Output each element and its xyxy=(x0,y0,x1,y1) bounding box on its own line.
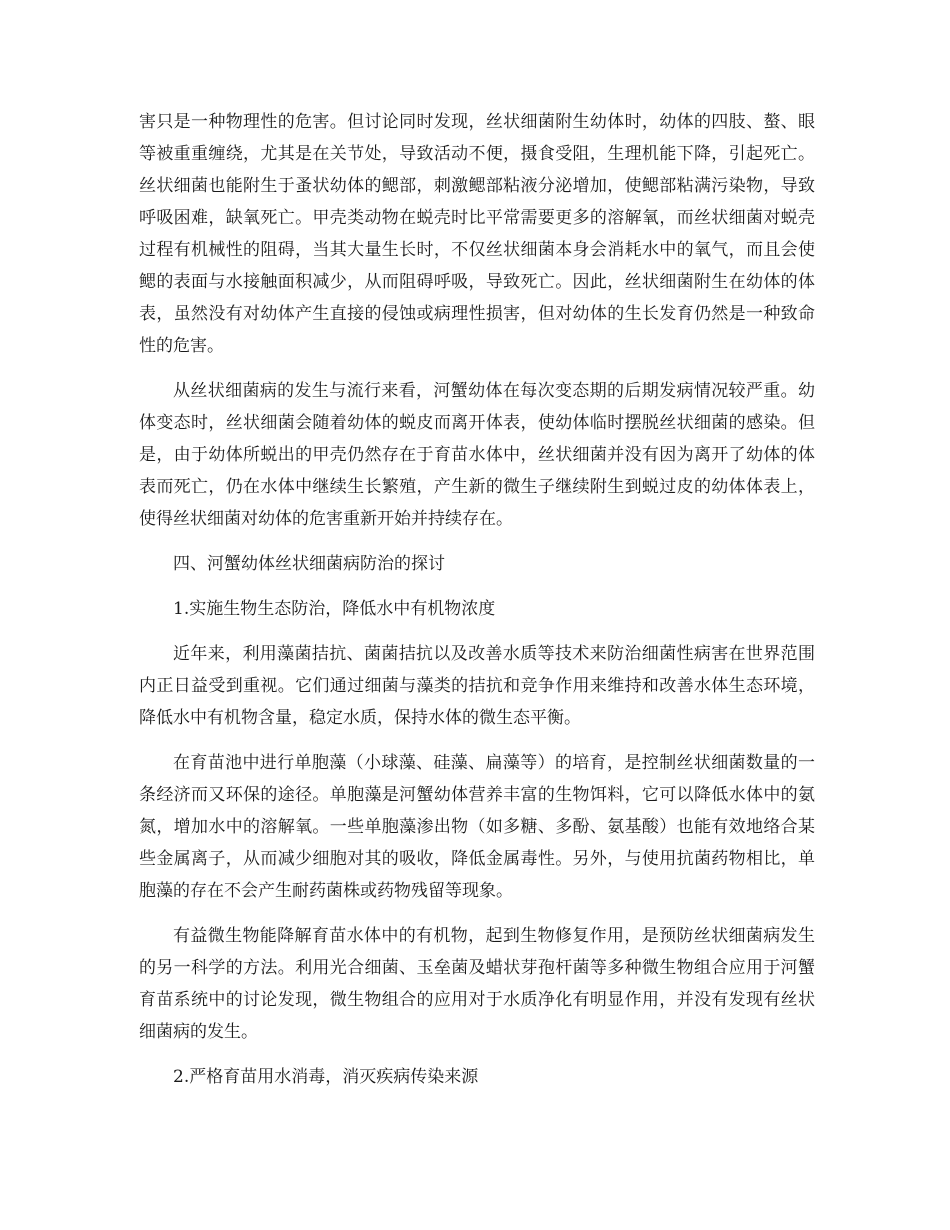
paragraph-continued: 害只是一种物理性的危害。但讨论同时发现，丝状细菌附生幼体时，幼体的四肢、螯、眼等被重重缠绕，尤其是在关节处，导致活动不便，摄食受阻，生理机能下降，引起死亡。丝状细菌也能附生于蚤状幼体的鳃部，刺激鳃部粘液分泌增加，使鳃部粘满污染物，导致呼吸困难，缺氧死亡。甲壳类动物在蜕壳时比平常需要更多的溶解氧，而丝状细菌对蜕壳过程有机械性的阻碍，当其大量生长时，不仅丝状细菌本身会消耗水中的氧气，而且会使鳃的表面与水接触面积减少，从而阻碍呼吸，导致死亡。因此，丝状细菌附生在幼体的体表，虽然没有对幼体产生直接的侵蚀或病理性损害，但对幼体的生长发育仍然是一种致命性的危害。 xyxy=(139,112,815,356)
paragraph-probiotics: 有益微生物能降解育苗水体中的有机物，起到生物修复作用，是预防丝状细菌病发生的另一科学的方法。利用光合细菌、玉垒菌及蜡状芽孢杆菌等多种微生物组合应用于河蟹育苗系统中的讨论发现，微生物组合的应用对于水质净化有明显作用，并没有发现有丝状细菌病的发生。 xyxy=(139,926,815,1042)
paragraph-epidemiology: 从丝状细菌病的发生与流行来看，河蟹幼体在每次变态期的后期发病情况较严重。幼体变态时，丝状细菌会随着幼体的蜕皮而离开体表，使幼体临时摆脱丝状细菌的感染。但是，由于幼体所蜕出的甲壳仍然存在于育苗水体中，丝状细菌并没有因为离开了幼体的体表而死亡，仍在水体中继续生长繁殖，产生新的微生子继续附生到蜕过皮的幼体体表上，使得丝状细菌对幼体的危害重新开始并持续存在。 xyxy=(139,381,815,529)
paragraph-microalgae: 在育苗池中进行单胞藻（小球藻、硅藻、扁藻等）的培育，是控制丝状细菌数量的一条经济而又环保的途径。单胞藻是河蟹幼体营养丰富的生物饵料，它可以降低水体中的氨氮，增加水中的溶解氧。一些单胞藻渗出物（如多糖、多酚、氨基酸）也能有效地络合某些金属离子，从而减少细胞对其的吸收，降低金属毒性。另外，与使用抗菌药物相比，单胞藻的存在不会产生耐药菌株或药物残留等现象。 xyxy=(139,753,815,901)
paragraph-antagonism: 近年来，利用藻菌拮抗、菌菌拮抗以及改善水质等技术来防治细菌性病害在世界范围内正日益受到重视。它们通过细菌与藻类的拮抗和竞争作用来维持和改善水体生态环境，降低水中有机物含量，稳定水质，保持水体的微生态平衡。 xyxy=(139,644,815,728)
section-heading: 四、河蟹幼体丝状细菌病防治的探讨 xyxy=(173,554,445,574)
subsection-heading-1: 1.实施生物生态防治，降低水中有机物浓度 xyxy=(173,599,496,619)
document-body xyxy=(139,106,815,1106)
subsection-heading-2: 2.严格育苗用水消毒，消灭疾病传染来源 xyxy=(173,1067,479,1087)
